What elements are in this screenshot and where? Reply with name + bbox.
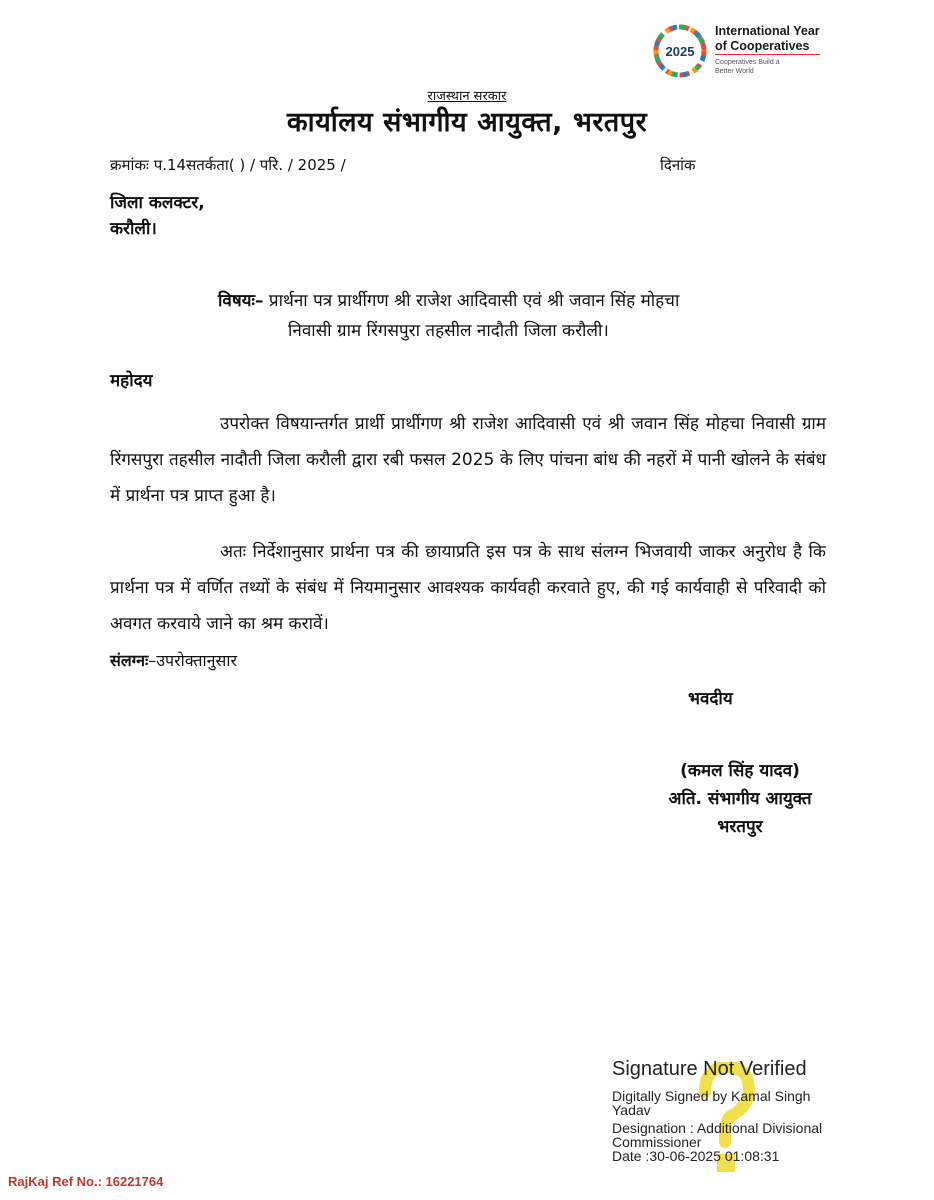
- enclosure-value: –उपरोक्तानुसार: [148, 651, 238, 670]
- salutation: महोदय: [110, 371, 153, 391]
- office-title: कार्यालय संभागीय आयुक्त, भरतपुर: [286, 107, 648, 138]
- signature-date: Date :30-06-2025 01:08:31: [612, 1148, 780, 1164]
- subject-label: विषयः–: [218, 291, 264, 311]
- iyc-2025-logo: [647, 18, 825, 84]
- badge-tagline: Cooperatives Build a Better World: [715, 59, 780, 75]
- subject-block: [218, 286, 828, 346]
- signed-by-cont: Yadav: [612, 1102, 651, 1118]
- government-name: राजस्थान सरकार: [427, 89, 507, 104]
- addressee-line-1: जिला कलक्टर,: [110, 193, 205, 213]
- badge-divider: [715, 54, 820, 55]
- signature-status: Signature Not Verified: [612, 1058, 807, 1080]
- enclosure: [110, 649, 237, 671]
- body-paragraph-2: अतः निर्देशानुसार प्रार्थना पत्र की छायाप्रति इस पत्र के साथ संलग्न भिजवायी जाकर अनुरोध है कि प्रार्थना पत्र में वर्णित तथ्यों के संबंध में नियमानुसार आवश्यक कार्यवही करवाते हुए, की गई कार्यवाही से परिवादी को अवगत करवाये जाने का श्रम करावें।: [110, 542, 826, 634]
- signer-designation-cont: Commissioner: [612, 1134, 702, 1150]
- enclosure-label: संलग्नः: [110, 651, 149, 670]
- signer-designation: Designation : Additional Divisional: [612, 1120, 823, 1136]
- rajkaj-reference: RajKaj Ref No.: 16221764: [8, 1174, 164, 1189]
- reference-number: क्रमांकः प.14सतर्कता( ) / परि. / 2025 /: [110, 156, 346, 174]
- cooperatives-wreath-icon: [647, 18, 713, 84]
- body-paragraph-1: उपरोक्त विषयान्तर्गत प्रार्थी प्रार्थीगण श्री राजेश आदिवासी एवं श्री जवान सिंह मोहचा निवासी ग्राम रिंगसपुरा तहसील नादौती जिला करौली द्वारा रबी फसल 2025 के लिए पांचना बांध की नहरों में पानी खोलने के संबंध में प्रार्थना पत्र प्राप्त हुआ है।: [110, 414, 826, 506]
- closing: भवदीय: [688, 689, 733, 709]
- date-label: दिनांक: [660, 156, 696, 174]
- signatory-name: (कमल सिंह यादव): [680, 761, 800, 781]
- digital-signature-stamp: [612, 1058, 912, 1163]
- badge-year: 2025: [665, 44, 695, 59]
- badge-title: International Year of Cooperatives: [715, 24, 820, 53]
- addressee-line-2: करौली।: [110, 219, 157, 239]
- signatory-designation: अति. संभागीय आयुक्त: [668, 789, 812, 809]
- subject-line-2: निवासी ग्राम रिंगसपुरा तहसील नादौती जिला करौली।: [288, 321, 609, 341]
- signed-by: Digitally Signed by Kamal Singh: [612, 1088, 811, 1104]
- subject-line-1: प्रार्थना पत्र प्रार्थीगण श्री राजेश आदिवासी एवं श्री जवान सिंह मोहचा: [268, 291, 680, 311]
- signatory-place: भरतपुर: [717, 817, 763, 837]
